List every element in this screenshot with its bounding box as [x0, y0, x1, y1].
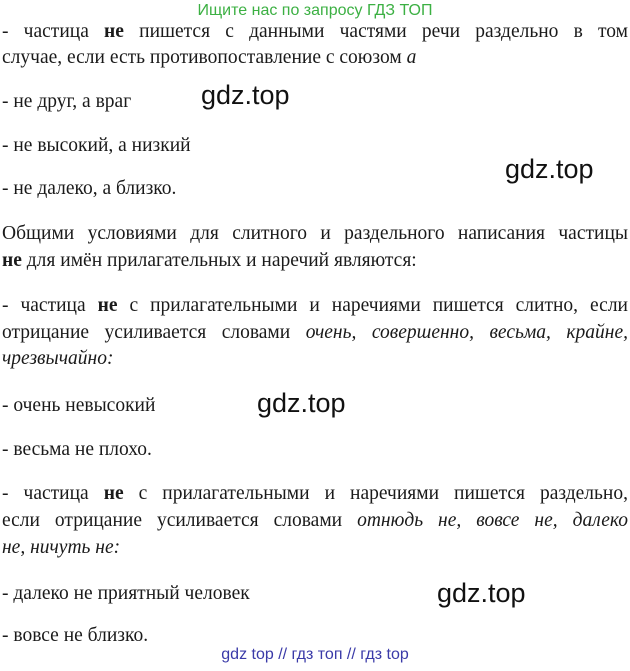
bold-particle: не	[2, 250, 22, 271]
watermark: gdz.top	[257, 388, 346, 418]
example-1: - не друг, а враг	[2, 91, 132, 112]
text: если отрицание усиливается словами	[2, 510, 358, 531]
bold-particle: не	[104, 21, 124, 42]
example-6: - далеко не приятный человек	[2, 583, 250, 604]
italic-words: очень, совершенно, весьма, крайне,	[305, 322, 628, 343]
text: для имён прилагательных и наречий являются:	[21, 250, 417, 271]
rule-4-line-3	[2, 536, 120, 560]
example-4: - очень невысокий	[2, 395, 156, 416]
rule-1-line-2	[2, 46, 416, 70]
rule-4-line-1	[2, 482, 628, 506]
text: с прилагательными и наречиями пишется раздельно,	[123, 483, 628, 504]
footer-links: gdz top // гдз топ // гдз top	[221, 646, 409, 663]
rule-3-line-1	[2, 294, 628, 318]
example-2: - не высокий, а низкий	[2, 135, 191, 156]
text: пишется с данными частями речи раздельно в том	[123, 21, 628, 42]
search-banner: Ищите нас по запросу ГДЗ ТОП	[197, 2, 433, 19]
rule-3-line-2	[2, 321, 628, 345]
rule-1-line-1	[2, 20, 628, 44]
text: - частица	[2, 21, 105, 42]
italic-words: отнюдь не, вовсе не, далеко	[357, 510, 628, 531]
text: случае, если есть противопоставление с союзом	[2, 47, 407, 68]
text: - частица	[2, 483, 104, 504]
text: отрицание усиливается словами	[2, 322, 306, 343]
rule-4-line-2	[2, 509, 628, 533]
text: Общими условиями для слитного и раздельного написания частицы	[2, 223, 628, 244]
rule-2-line-1	[2, 222, 628, 246]
watermark: gdz.top	[505, 154, 594, 184]
rule-3-line-3	[2, 347, 113, 371]
example-7: - вовсе не близко.	[2, 625, 149, 646]
italic-conjunction: а	[406, 47, 417, 68]
italic-words: чрезвычайно:	[2, 348, 114, 369]
bold-particle: не	[97, 295, 118, 316]
example-5: - весьма не плохо.	[2, 439, 152, 460]
watermark: gdz.top	[437, 578, 526, 608]
italic-words: не, ничуть не:	[2, 537, 121, 558]
text: - частица	[2, 295, 98, 316]
text: с прилагательными и наречиями пишется слитно, если	[117, 295, 628, 316]
rule-2-line-2	[2, 249, 417, 273]
bold-particle: не	[103, 483, 124, 504]
watermark: gdz.top	[201, 80, 290, 110]
example-3: - не далеко, а близко.	[2, 178, 177, 199]
